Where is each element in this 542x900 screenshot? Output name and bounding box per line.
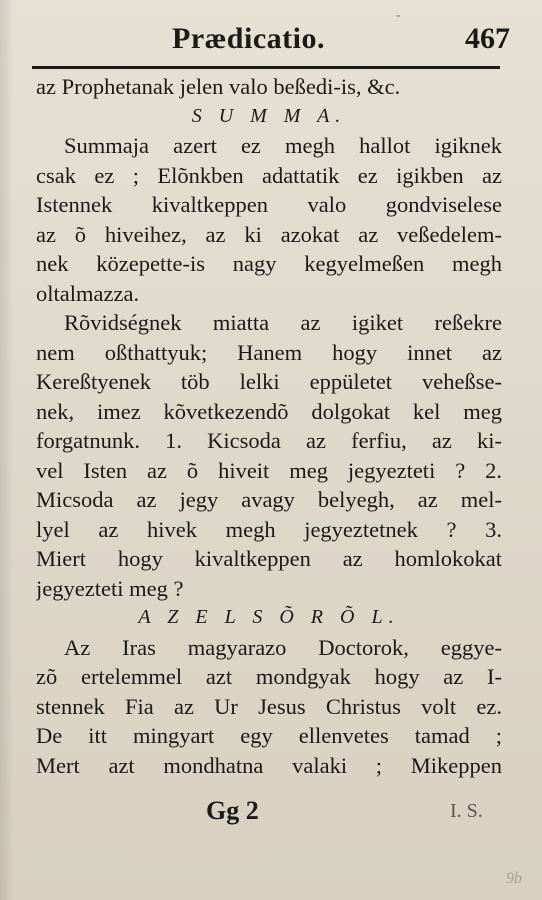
- text-line: nem oßthattyuk; Hanem hogy innet az: [36, 339, 502, 365]
- running-head: [30, 22, 510, 62]
- page-number: 467: [465, 22, 510, 55]
- text-line: vel Isten az õ hiveit meg jegyezteti ? 2.: [36, 457, 502, 483]
- text-line: jegyezteti meg ?: [36, 575, 184, 601]
- text-line: Summaja azert ez megh hallot igiknek: [64, 133, 502, 158]
- text-line: Rõvidségnek miatta az igiket reßekre: [64, 310, 502, 335]
- text-line: Az Iras magyarazo Doctorok, eggye-: [64, 634, 502, 660]
- text-line: oltalmazza.: [36, 280, 140, 306]
- text-line: forgatnunk. 1. Kicsoda az ferfiu, az ki-: [36, 428, 502, 453]
- text-line: csak ez ; Elõnkben adattatik ez igikben az: [36, 162, 502, 188]
- running-head-title: Prædicatio.: [172, 22, 325, 55]
- text-line: Micsoda az jegy avagy belyegh, az mel-: [36, 487, 502, 512]
- text-line: nek közepette-is nagy kegyelmeßen megh: [36, 251, 502, 276]
- text-line: stennek Fia az Ur Jesus Christus volt ez.: [36, 693, 502, 719]
- text-line: az õ hiveihez, az ki azokat az veßedelem-: [36, 221, 502, 247]
- text-line: lyel az hivek megh jegyeztetnek ? 3.: [36, 516, 502, 542]
- section-heading: S U M M A.: [191, 104, 347, 127]
- text-line: Miert hogy kivaltkeppen az homlokokat: [36, 546, 502, 571]
- pencil-annotation: 9b: [506, 870, 522, 887]
- section-heading: A Z E L S Õ R Õ L.: [138, 606, 400, 628]
- text-line: Istennek kivaltkeppen valo gondviselese: [36, 192, 502, 217]
- stray-ink-mark: -: [396, 8, 401, 23]
- text-line: nek, imez kõvetkezendõ dolgokat kel meg: [36, 398, 502, 424]
- text-line: zõ ertelemmel azt mondgyak hogy az I-: [36, 664, 502, 689]
- text-line: De itt mingyart egy ellenvetes tamad ;: [36, 723, 502, 748]
- signature-mark: Gg 2: [206, 796, 259, 825]
- catchword: I. S.: [450, 800, 483, 822]
- text-line: Kereßtyenek töb lelki eppületet veheßse-: [36, 369, 502, 394]
- body-text: [36, 72, 502, 780]
- text-line: Mert azt mondhatna valaki ; Mikeppen: [36, 752, 502, 778]
- text-line: az Prophetanak jelen valo beßedi-is, &c.: [36, 74, 401, 99]
- header-rule: [32, 66, 500, 69]
- page-gutter-shadow: [0, 0, 14, 900]
